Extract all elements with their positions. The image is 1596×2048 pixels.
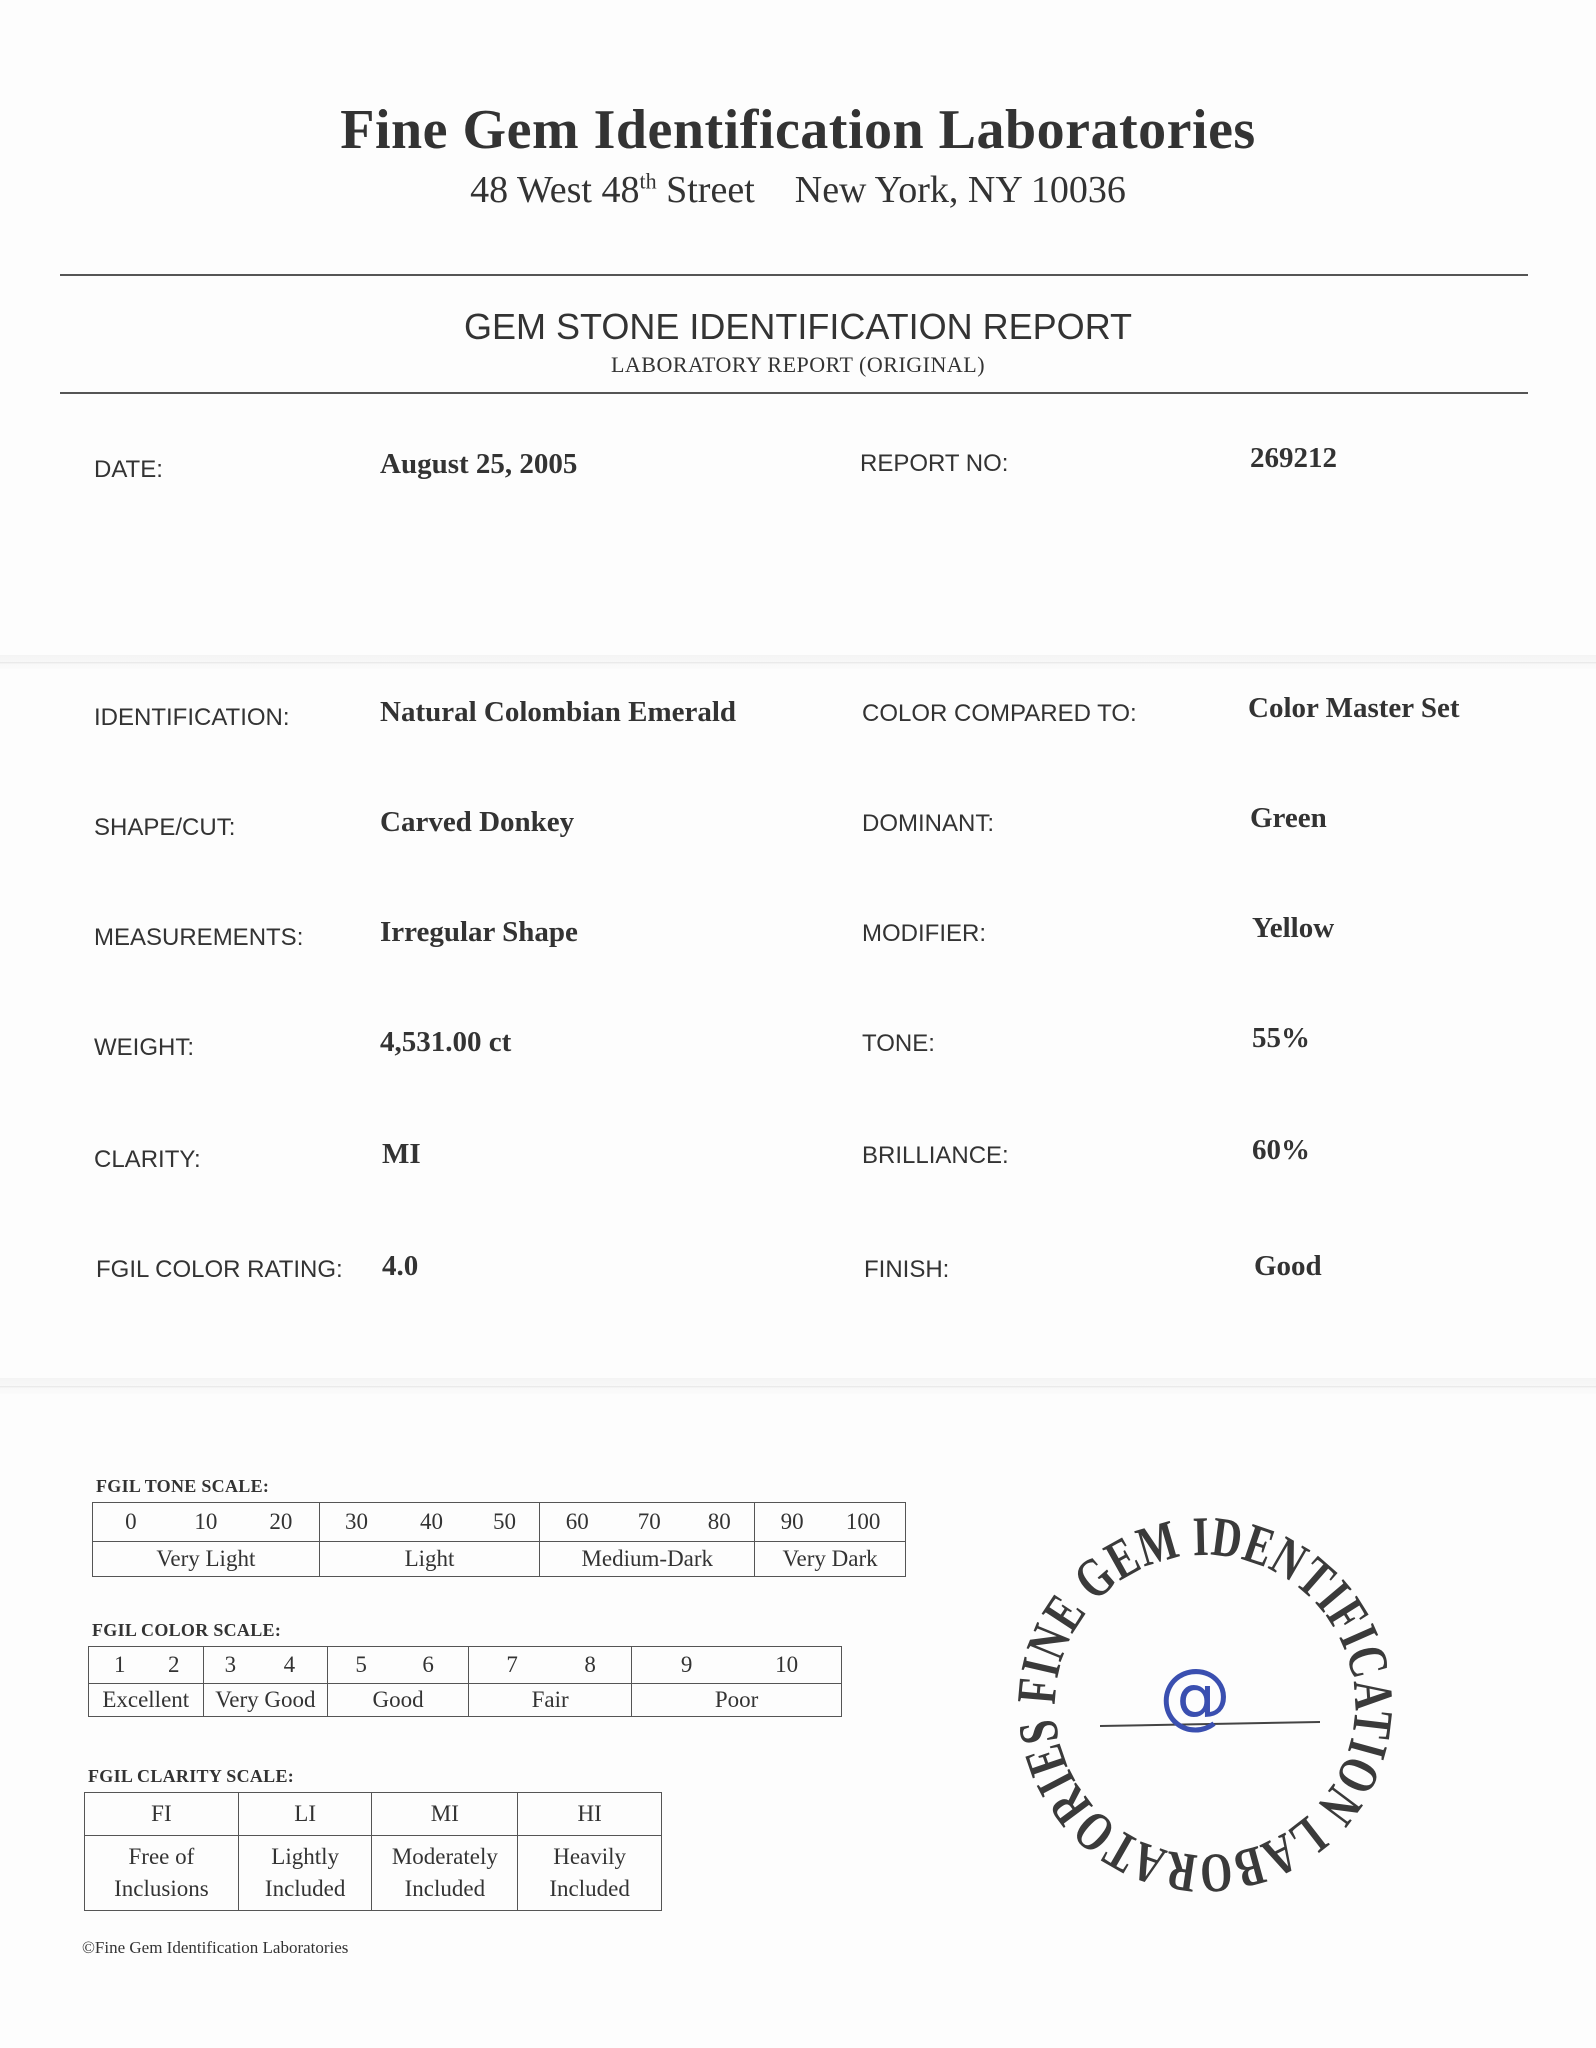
clarity-description [85, 1836, 239, 1911]
header-divider-top [60, 274, 1528, 276]
clarity-label: CLARITY: [94, 1146, 201, 1173]
brilliance-label: BRILLIANCE: [862, 1142, 1009, 1169]
paper-fold-line-1 [0, 662, 1596, 664]
color-number: 8 [584, 1652, 596, 1677]
color-compared-value: Color Master Set [1248, 692, 1460, 724]
seal-ring-text: FINE GEM IDENTIFICATION LABORATORIES [1005, 1504, 1406, 1906]
clarity-desc-line: Moderately [391, 1844, 498, 1869]
color-rating-label: FGIL COLOR RATING: [96, 1256, 343, 1283]
clarity-code: MI [372, 1793, 518, 1836]
color-scale-table [88, 1646, 842, 1717]
clarity-desc-line: Included [264, 1876, 346, 1901]
tone-number: 60 [565, 1509, 589, 1534]
measurements-value: Irregular Shape [380, 916, 578, 948]
color-scale-numbers [328, 1647, 469, 1684]
clarity-desc-line: Inclusions [114, 1876, 209, 1901]
seal-signature: @ [1159, 1653, 1231, 1737]
clarity-scale-table [84, 1792, 662, 1911]
measurements-label: MEASUREMENTS: [94, 924, 304, 951]
clarity-desc-line: Free of [128, 1844, 195, 1869]
finish-value: Good [1254, 1250, 1322, 1282]
tone-scale-numbers [93, 1503, 320, 1542]
paper-fold-line-2 [0, 1386, 1596, 1388]
tone-number: 0 [125, 1509, 137, 1534]
color-scale-label: Very Good [203, 1684, 328, 1717]
address-street-name: Street [656, 169, 755, 211]
clarity-description [238, 1836, 372, 1911]
date-label: DATE: [94, 456, 163, 483]
color-number: 9 [680, 1652, 693, 1677]
shape-value: Carved Donkey [380, 806, 575, 838]
tone-number: 80 [707, 1509, 731, 1534]
color-scale-number-row [89, 1647, 842, 1684]
tone-number: 50 [493, 1509, 517, 1534]
color-scale-label: Fair [469, 1684, 632, 1717]
tone-number: 30 [345, 1509, 369, 1534]
tone-number: 90 [780, 1509, 804, 1534]
tone-scale-numbers [319, 1503, 540, 1542]
modifier-value: Yellow [1252, 912, 1335, 944]
clarity-desc-line: Included [404, 1876, 486, 1901]
clarity-code: HI [518, 1793, 662, 1836]
address-street-number: 48 West 48 [470, 169, 640, 211]
header-divider-bottom [60, 392, 1528, 394]
finish-label: FINISH: [864, 1256, 950, 1283]
clarity-code-row [85, 1793, 662, 1836]
color-scale-title: FGIL COLOR SCALE: [92, 1620, 282, 1640]
color-number: 10 [775, 1652, 799, 1677]
shape-label: SHAPE/CUT: [94, 814, 236, 841]
color-number: 2 [168, 1652, 180, 1677]
color-number: 4 [283, 1652, 296, 1677]
report-subtitle: LABORATORY REPORT (ORIGINAL) [610, 352, 986, 377]
clarity-value: MI [382, 1138, 421, 1170]
color-scale-numbers [203, 1647, 328, 1684]
tone-number: 70 [637, 1509, 661, 1534]
color-scale-numbers [89, 1647, 204, 1684]
lab-seal-stamp [990, 1490, 1420, 1920]
tone-label: TONE: [862, 1030, 935, 1057]
tone-scale-numbers [755, 1503, 906, 1542]
clarity-desc-line: Lightly [271, 1844, 339, 1869]
identification-label: IDENTIFICATION: [94, 704, 290, 731]
tone-number: 40 [420, 1509, 444, 1534]
identification-value: Natural Colombian Emerald [380, 696, 737, 728]
clarity-scale-title: FGIL CLARITY SCALE: [88, 1766, 295, 1786]
lab-name: Fine Gem Identification Laboratories [340, 99, 1256, 161]
color-number: 6 [422, 1652, 434, 1677]
tone-number: 20 [269, 1509, 293, 1534]
report-no-value: 269212 [1250, 442, 1337, 474]
clarity-description [518, 1836, 662, 1911]
tone-scale-label: Medium-Dark [540, 1542, 755, 1577]
date-value: August 25, 2005 [380, 448, 578, 480]
clarity-code: FI [85, 1793, 239, 1836]
address-city: New York, NY 10036 [794, 169, 1126, 211]
color-scale-label: Excellent [89, 1684, 204, 1717]
lab-address [0, 168, 1596, 212]
copyright: ©Fine Gem Identification Laboratories [82, 1938, 349, 1957]
tone-scale-title: FGIL TONE SCALE: [96, 1476, 270, 1496]
report-no-label: REPORT NO: [860, 450, 1009, 477]
color-number: 5 [355, 1652, 367, 1677]
color-scale-label-row [89, 1684, 842, 1717]
tone-number: 10 [194, 1509, 218, 1534]
tone-scale-numbers [540, 1503, 755, 1542]
color-scale-numbers [469, 1647, 632, 1684]
tone-scale-label: Light [319, 1542, 540, 1577]
color-number: 3 [224, 1652, 237, 1677]
tone-scale-label-row [93, 1542, 906, 1577]
clarity-desc-line: Included [549, 1876, 630, 1901]
color-number: 7 [506, 1652, 518, 1677]
weight-value: 4,531.00 ct [380, 1026, 512, 1058]
brilliance-value: 60% [1252, 1134, 1310, 1166]
dominant-value: Green [1250, 802, 1327, 834]
color-scale-label: Poor [632, 1684, 842, 1717]
color-scale-label: Good [328, 1684, 469, 1717]
weight-label: WEIGHT: [94, 1034, 194, 1061]
color-rating-value: 4.0 [382, 1250, 419, 1282]
clarity-code: LI [238, 1793, 372, 1836]
color-number: 1 [114, 1652, 126, 1677]
address-ordinal: th [639, 168, 657, 194]
tone-scale-table [92, 1502, 906, 1577]
color-scale-numbers [632, 1647, 842, 1684]
color-compared-label: COLOR COMPARED TO: [862, 700, 1137, 727]
clarity-description [372, 1836, 518, 1911]
modifier-label: MODIFIER: [862, 920, 986, 947]
tone-number: 100 [845, 1509, 881, 1534]
tone-scale-number-row [93, 1503, 906, 1542]
tone-scale-label: Very Light [93, 1542, 320, 1577]
report-title: GEM STONE IDENTIFICATION REPORT [463, 306, 1133, 347]
clarity-desc-row [85, 1836, 662, 1911]
dominant-label: DOMINANT: [862, 810, 994, 837]
tone-scale-label: Very Dark [755, 1542, 906, 1577]
tone-value: 55% [1252, 1022, 1310, 1054]
clarity-desc-line: Heavily [553, 1844, 627, 1869]
